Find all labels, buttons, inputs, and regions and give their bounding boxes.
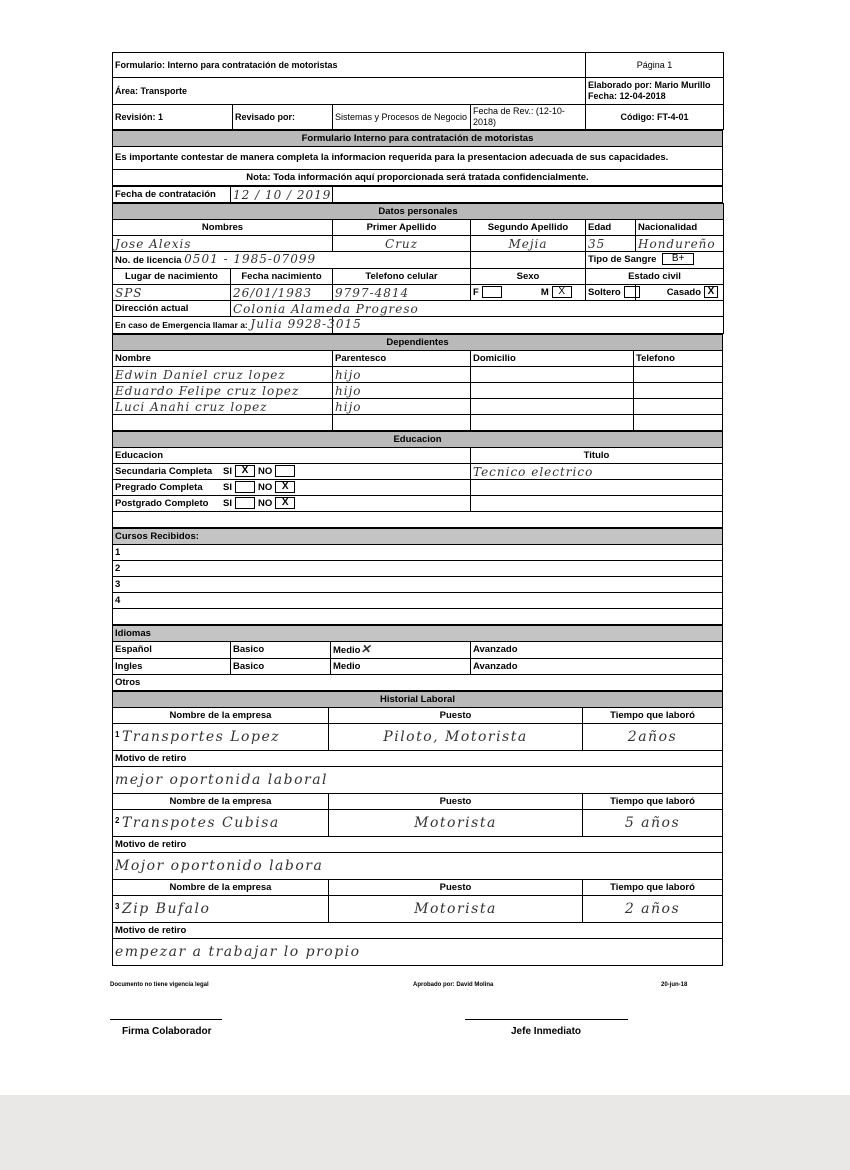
names-label: Nombres — [113, 220, 333, 236]
position-header: Puesto — [329, 880, 583, 896]
collaborator-signature-label: Firma Colaborador — [122, 1026, 212, 1037]
postgrad-no-checkbox[interactable]: X — [275, 497, 295, 509]
position-value[interactable]: Piloto, Motorista — [329, 724, 583, 751]
license-cell[interactable] — [113, 252, 471, 269]
other-languages[interactable]: Otros — [113, 675, 723, 691]
secondary-no-checkbox[interactable] — [275, 465, 295, 477]
phone-value[interactable]: 9797-4814 — [333, 285, 471, 301]
basic-option[interactable]: Basico — [231, 642, 331, 659]
education-level-row[interactable]: Postgrado Completo SI NO X — [113, 496, 471, 512]
blood-label: Tipo de Sangre — [588, 254, 657, 265]
company-value: Transpotes Cubisa — [122, 815, 280, 832]
dependent-phone-header: Telefono — [634, 351, 723, 367]
single-cell[interactable]: Soltero — [586, 285, 636, 301]
address-value[interactable]: Colonia Alameda Progreso — [231, 301, 724, 317]
prepared-block — [586, 78, 724, 105]
education-table — [112, 431, 723, 528]
undergrad-no-checkbox[interactable]: X — [275, 481, 295, 493]
blood-cell[interactable] — [586, 252, 724, 269]
dependents-table — [112, 334, 723, 431]
reviewer: Sistemas y Procesos de Negocio — [333, 105, 471, 130]
title-label: Titulo — [471, 448, 723, 464]
page-number: Página 1 — [586, 53, 724, 78]
languages-label: Idiomas — [113, 626, 723, 642]
work-history-table — [112, 691, 723, 966]
language-row — [113, 659, 723, 675]
revision: Revisión: 1 — [113, 105, 233, 130]
work-section-title: Historial Laboral — [113, 692, 723, 708]
address-label: Dirección actual — [113, 301, 231, 317]
reason-value[interactable]: mejor oportonida laboral — [113, 767, 723, 794]
birthdate-label: Fecha nacimiento — [231, 269, 333, 285]
dependent-name[interactable]: Luci Anahi cruz lopez — [113, 399, 333, 415]
sex-label: Sexo — [471, 269, 586, 285]
birthplace-label: Lugar de nacimiento — [113, 269, 231, 285]
intro-table — [112, 130, 723, 186]
names-value[interactable]: Jose Alexis — [113, 236, 333, 252]
personal-data — [112, 203, 724, 334]
dependent-name[interactable]: Edwin Daniel cruz lopez — [113, 367, 333, 383]
supervisor-signature-line — [465, 1019, 628, 1020]
time-value[interactable]: 2 años — [583, 896, 723, 923]
table-row — [113, 383, 723, 399]
revision-date: Fecha de Rev.: (12-10-2018) — [471, 105, 586, 130]
legal-note: Documento no tiene vigencia legal — [110, 982, 209, 988]
age-label: Edad — [586, 220, 636, 236]
reason-label: Motivo de retiro — [113, 751, 723, 767]
hiring-form — [112, 52, 723, 966]
dependent-relation-header: Parentesco — [333, 351, 471, 367]
position-value[interactable]: Motorista — [329, 896, 583, 923]
education-label: Educacion — [113, 448, 471, 464]
reviewed-by-label: Revisado por: — [233, 105, 333, 130]
medium-option[interactable]: Medio✕ — [331, 642, 471, 659]
nationality-value[interactable]: Hondureño — [636, 236, 724, 252]
time-value[interactable]: 5 años — [583, 810, 723, 837]
time-header: Tiempo que laboró — [583, 794, 723, 810]
course-item[interactable]: 2 — [113, 561, 723, 577]
hire-date-row — [112, 186, 723, 203]
second-surname-value[interactable]: Mejia — [471, 236, 586, 252]
course-item[interactable]: 3 — [113, 577, 723, 593]
dependent-name-header: Nombre — [113, 351, 333, 367]
hire-date-value[interactable]: 12 / 10 / 2019 — [231, 187, 333, 203]
license-value: 0501 - 1985-07099 — [184, 252, 317, 266]
education-section-title: Educacion — [113, 432, 723, 448]
postgrad-si-checkbox[interactable] — [235, 497, 255, 509]
undergrad-si-checkbox[interactable] — [235, 481, 255, 493]
dependent-relation[interactable]: hijo — [333, 367, 471, 383]
position-value[interactable]: Motorista — [329, 810, 583, 837]
table-row — [113, 724, 723, 751]
courses-table — [112, 528, 723, 625]
company-cell[interactable]: $^1$ Transportes Lopez — [113, 724, 329, 751]
time-value[interactable]: 2años — [583, 724, 723, 751]
dependent-relation[interactable]: hijo — [333, 383, 471, 399]
emergency-label: En caso de Emergencia llamar a: — [115, 320, 248, 330]
company-cell[interactable]: $^3$ Zip Bufalo — [113, 896, 329, 923]
courses-label: Cursos Recibidos: — [113, 529, 723, 545]
form-name: Formulario: Interno para contratación de motoristas — [113, 53, 586, 78]
languages-table — [112, 625, 723, 691]
emergency-value: Julia 9928-3015 — [250, 317, 362, 331]
married-cell[interactable]: Casado X — [636, 285, 724, 301]
medium-mark: ✕ — [360, 642, 372, 656]
language-name: Español — [113, 642, 231, 659]
company-value: Zip Bufalo — [122, 901, 211, 918]
dependent-relation[interactable]: hijo — [333, 399, 471, 415]
approved-by: Aprobado por: David Molina — [413, 982, 494, 988]
medium-option[interactable]: Medio — [331, 659, 471, 675]
form-title: Formulario Interno para contratación de motoristas — [113, 131, 723, 147]
language-row — [113, 642, 723, 659]
married-checkbox[interactable]: X — [704, 286, 718, 298]
reason-label: Motivo de retiro — [113, 923, 723, 939]
reason-label: Motivo de retiro — [113, 837, 723, 853]
reason-value[interactable]: empezar a trabajar lo propio — [113, 939, 723, 966]
title-value[interactable]: Tecnico electrico — [471, 464, 723, 480]
company-cell[interactable]: $^2$ Transpotes Cubisa — [113, 810, 329, 837]
reason-value[interactable]: Mojor oportonido labora — [113, 853, 723, 880]
second-surname-label: Segundo Apellido — [471, 220, 586, 236]
table-row — [113, 399, 723, 415]
position-header: Puesto — [329, 708, 583, 724]
table-row — [113, 367, 723, 383]
basic-option[interactable]: Basico — [231, 659, 331, 675]
phone-label: Telefono celular — [333, 269, 471, 285]
birthplace-value[interactable]: SPS — [113, 285, 231, 301]
advanced-option[interactable]: Avanzado — [471, 642, 723, 659]
supervisor-signature-label: Jefe Inmediato — [511, 1026, 582, 1037]
sex-f-checkbox[interactable] — [482, 286, 502, 298]
dependents-section-title: Dependientes — [113, 335, 723, 351]
company-header: Nombre de la empresa — [113, 794, 329, 810]
single-checkbox[interactable] — [624, 286, 640, 298]
course-item[interactable]: 1 — [113, 545, 723, 561]
first-surname-label: Primer Apellido — [333, 220, 471, 236]
form-header — [112, 52, 724, 130]
company-header: Nombre de la empresa — [113, 880, 329, 896]
emergency-cell[interactable] — [113, 317, 362, 334]
secondary-si-checkbox[interactable]: X — [235, 465, 255, 477]
prepared-by: Elaborado por: Mario Murillo — [588, 80, 711, 90]
personal-section-title: Datos personales — [113, 204, 724, 220]
advanced-option[interactable]: Avanzado — [471, 659, 723, 675]
blood-value: B+ — [662, 253, 694, 265]
table-row — [113, 896, 723, 923]
position-header: Puesto — [329, 794, 583, 810]
first-surname-value[interactable]: Cruz — [333, 236, 471, 252]
area: Área: Transporte — [113, 78, 586, 105]
company-value: Transportes Lopez — [122, 729, 281, 746]
age-value[interactable]: 35 — [586, 236, 636, 252]
education-level-row[interactable]: Secundaria Completa SI X NO — [113, 464, 471, 480]
company-header: Nombre de la empresa — [113, 708, 329, 724]
collaborator-signature-line — [110, 1019, 222, 1020]
time-header: Tiempo que laboró — [583, 708, 723, 724]
birthdate-value[interactable]: 26/01/1983 — [231, 285, 333, 301]
license-label: No. de licencia — [115, 255, 182, 266]
nationality-label: Nacionalidad — [636, 220, 724, 236]
course-item[interactable]: 4 — [113, 593, 723, 609]
dependent-address-header: Domicilio — [471, 351, 634, 367]
dependent-name[interactable]: Eduardo Felipe cruz lopez — [113, 383, 333, 399]
sex-checkboxes[interactable]: F M X — [471, 285, 586, 301]
time-header: Tiempo que laboró — [583, 880, 723, 896]
form-code: Código: FT-4-01 — [586, 105, 724, 130]
hire-date-label: Fecha de contratación — [113, 187, 231, 203]
table-row — [113, 810, 723, 837]
confidential-note: Nota: Toda información aquí proporcionada será tratada confidencialmente. — [113, 170, 723, 186]
instruction: Es importante contestar de manera completa la informacion requerida para la presentacion adecuada de sus capacidades. — [113, 147, 723, 170]
civil-status-label: Estado civil — [586, 269, 724, 285]
sex-m-checkbox[interactable]: X — [552, 286, 572, 298]
prepared-date: Fecha: 12-04-2018 — [588, 91, 666, 101]
footer-date: 20-jun-18 — [661, 982, 688, 988]
language-name: Ingles — [113, 659, 231, 675]
education-level-row[interactable]: Pregrado Completa SI NO X — [113, 480, 471, 496]
